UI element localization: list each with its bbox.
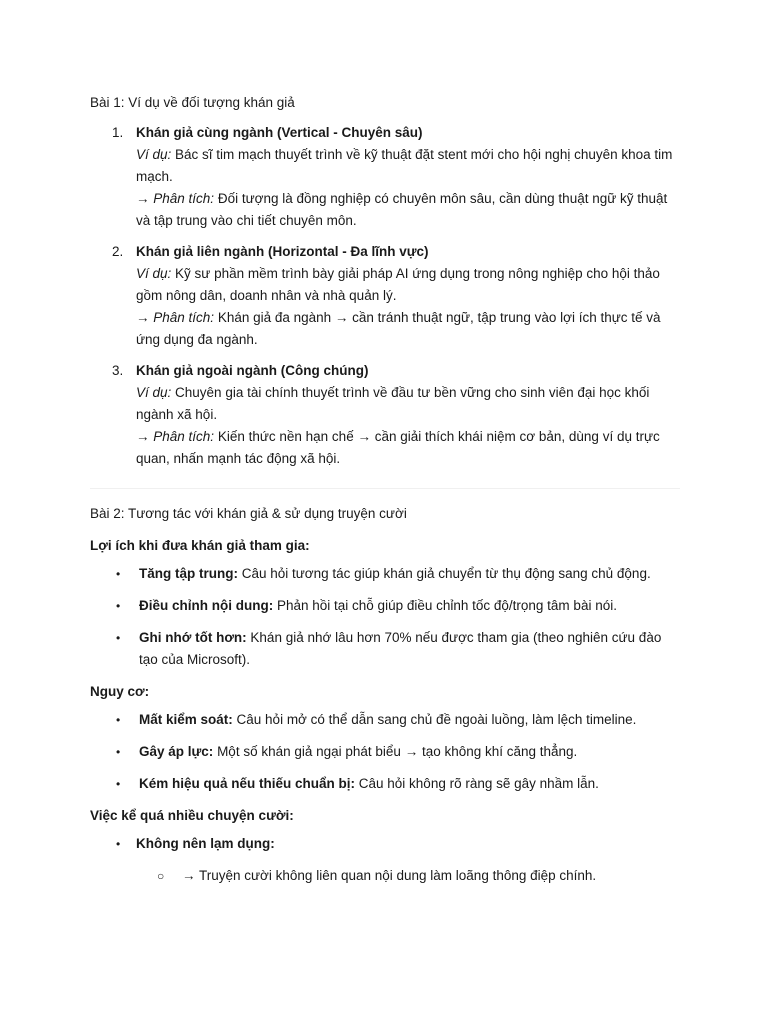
bullet-icon: •	[116, 777, 121, 791]
item-analysis	[136, 426, 680, 470]
sub-item-text: → Truyện cười không liên quan nội dung làm loãng thông điệp chính.	[182, 868, 597, 883]
list-item	[90, 709, 680, 731]
audience-types-list	[90, 122, 680, 470]
bullet-icon: •	[116, 745, 121, 759]
item-label: Điều chỉnh nội dung:	[139, 598, 274, 613]
list-item-3	[90, 360, 680, 470]
item-text: Một số khán giả ngại phát biểu → tạo không khí căng thẳng.	[213, 744, 578, 759]
document-page	[90, 92, 680, 897]
risks-list	[90, 709, 680, 795]
item-analysis	[136, 307, 680, 351]
item-label: Kém hiệu quả nếu thiếu chuẩn bị:	[139, 776, 356, 791]
list-item	[90, 741, 680, 763]
list-item-1	[90, 122, 680, 232]
circle-bullet-icon: ○	[157, 869, 165, 883]
bullet-icon: •	[116, 631, 121, 645]
section-2-title: Bài 2: Tương tác với khán giả & sử dụng truyện cười	[90, 506, 407, 521]
item-label: Gây áp lực:	[139, 744, 214, 759]
list-item	[90, 595, 680, 617]
example-text: Bác sĩ tim mạch thuyết trình về kỹ thuật đặt stent mới cho hội nghị chuyên khoa tim mạch.	[136, 147, 673, 184]
item-heading: Khán giả liên ngành (Horizontal - Đa lĩnh vực)	[136, 244, 429, 259]
jokes-list	[90, 833, 680, 887]
item-label: Không nên lạm dụng:	[136, 836, 275, 851]
example-text: Kỹ sư phần mềm trình bày giải pháp AI ứng dụng trong nông nghiệp cho hội thảo gồm nông dân, doanh nhân và nhà quản lý.	[136, 266, 660, 303]
analysis-text: Đối tượng là đồng nghiệp có chuyên môn sâu, cần dùng thuật ngữ kỹ thuật và tập trung vào chi tiết chuyên môn.	[136, 191, 668, 228]
item-label: Ghi nhớ tốt hơn:	[139, 630, 247, 645]
analysis-text: Khán giả đa ngành → cần tránh thuật ngữ, tập trung vào lợi ích thực tế và ứng dụng đa ngành.	[136, 310, 661, 347]
benefits-list	[90, 563, 680, 671]
item-text: Câu hỏi không rõ ràng sẽ gây nhầm lẫn.	[355, 776, 599, 791]
example-label: Ví dụ:	[136, 147, 172, 162]
section-divider	[90, 488, 680, 489]
example-text: Chuyên gia tài chính thuyết trình về đầu tư bền vững cho sinh viên đại học khối ngành xã hội.	[136, 385, 650, 422]
item-text: Khán giả nhớ lâu hơn 70% nếu được tham gia (theo nghiên cứu đào tạo của Microsoft).	[139, 630, 662, 667]
analysis-label: Phân tích:	[153, 429, 215, 444]
jokes-heading: Việc kể quá nhiều chuyện cười:	[90, 808, 294, 823]
list-number: 2.	[112, 244, 124, 259]
example-label: Ví dụ:	[136, 266, 172, 281]
item-label: Tăng tập trung:	[139, 566, 238, 581]
sub-list-item	[90, 865, 680, 887]
risks-heading: Nguy cơ:	[90, 684, 150, 699]
bullet-icon: •	[116, 837, 121, 851]
list-number: 1.	[112, 125, 124, 140]
arrow-icon: →	[136, 429, 154, 444]
list-item	[90, 773, 680, 795]
bullet-icon: •	[116, 599, 121, 613]
list-item-2	[90, 241, 680, 351]
benefits-heading: Lợi ích khi đưa khán giả tham gia:	[90, 538, 310, 553]
item-heading: Khán giả ngoài ngành (Công chúng)	[136, 363, 369, 378]
item-text: Phản hồi tại chỗ giúp điều chỉnh tốc độ/trọng tâm bài nói.	[273, 598, 617, 613]
arrow-icon: →	[136, 191, 154, 206]
item-example	[136, 144, 680, 188]
list-item	[90, 833, 680, 855]
section-1-title: Bài 1: Ví dụ về đối tượng khán giả	[90, 95, 295, 110]
item-heading: Khán giả cùng ngành (Vertical - Chuyên sâu)	[136, 125, 423, 140]
analysis-text: Kiến thức nền hạn chế → cần giải thích khái niệm cơ bản, dùng ví dụ trực quan, nhấn mạnh tác động xã hội.	[136, 429, 660, 466]
item-example	[136, 263, 680, 307]
arrow-icon: →	[136, 310, 154, 325]
analysis-label: Phân tích:	[153, 310, 215, 325]
bullet-icon: •	[116, 713, 121, 727]
item-text: Câu hỏi mở có thể dẫn sang chủ đề ngoài luồng, làm lệch timeline.	[232, 712, 637, 727]
bullet-icon: •	[116, 567, 121, 581]
list-item	[90, 627, 680, 671]
analysis-label: Phân tích:	[153, 191, 215, 206]
item-text: Câu hỏi tương tác giúp khán giả chuyển từ thụ động sang chủ động.	[237, 566, 651, 581]
list-item	[90, 563, 680, 585]
item-label: Mất kiểm soát:	[139, 712, 233, 727]
list-number: 3.	[112, 363, 124, 378]
example-label: Ví dụ:	[136, 385, 172, 400]
item-analysis	[136, 188, 680, 232]
item-example	[136, 382, 680, 426]
